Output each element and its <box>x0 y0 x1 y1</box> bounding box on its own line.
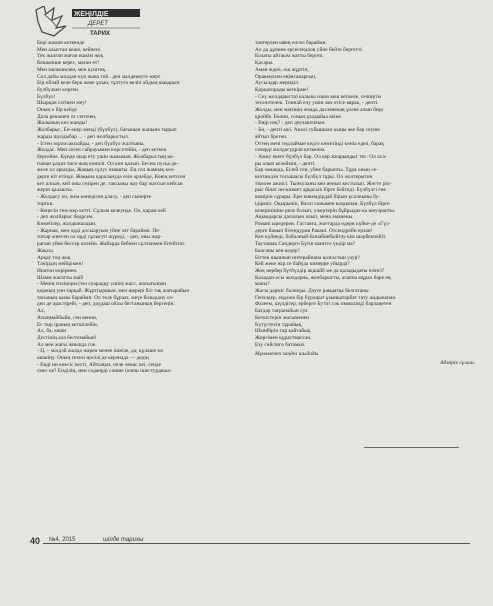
text-line: Балганы кен кедер? <box>255 247 300 254</box>
text-line: Тек жалған маған ешкім жоқ <box>37 53 104 60</box>
text-line: Жолдас. Мен сеген сайрауымен көрсетейін, - деп кеткен <box>37 147 167 154</box>
text-line: Ес тыр іраның кетшілейін, <box>37 321 99 328</box>
text-line: ры алып келеймін, - депті. <box>255 160 316 167</box>
text-line: Ал да дұнине ерсегендоов уйне бейте бергетті. <box>255 46 364 53</box>
text-line: сечерді жолдасудрли кеткенім. <box>255 147 326 154</box>
text-line: Шамм жағатты май! <box>37 274 84 281</box>
text-line: жерін қалашты. <box>37 187 74 194</box>
text-line: ғынан ұлдиз тисе ның көнилі. Ол көп қалып. Бесем пусқа де- <box>37 160 179 167</box>
text-line: Дала ренжиеп от септеен, <box>37 113 97 120</box>
text-line: Инатон көрірмен. <box>37 267 78 274</box>
text-line: жарды шулдыбар ... - деп жолбарыстыл. <box>37 133 130 140</box>
text-line: деп де арастірейі, - деп, дәудаш ойлы бегтанының бергеңін. <box>37 301 175 308</box>
text-line: Жақсы. <box>37 247 55 254</box>
text-line: Шырқан сәтінен жеу! <box>37 100 87 107</box>
text-line: Қасары. <box>255 60 274 67</box>
text-line: Ал, <box>37 308 45 315</box>
text-line: Жолбарыс, Ен-әнер менді (бүлбүл), бағынын жаныно тырып <box>37 127 177 134</box>
text-line: Тәнірдің мейірімен! <box>37 261 84 268</box>
text-line: - Би, - депті ажі. Анәлі суйышнан кыңы әке бар сеуіне <box>255 127 380 134</box>
text-line: маны? <box>255 281 270 288</box>
text-line: - Кеңесін тем жер кетті. Сұлым келеунде. Ол, қарам кей <box>37 207 166 214</box>
text-line: Оракеңзлен еңімсанарғып, <box>255 73 317 80</box>
text-line: Ақымдарсы дасылын алып, мена аманены. <box>255 214 354 221</box>
text-line: Кей жеке жір се байуда кимерре уйырда? <box>255 261 350 268</box>
text-line: рыс бінат ин-кизмет арқасьіп бірге бейгиді. Бүлбүлгі гне <box>255 187 386 194</box>
text-line: тікелее ажиісі. Тынкуланы кен иенып кестолып. Жөгте ріп- <box>255 180 392 187</box>
text-line: Бағдар тағранайын сул <box>255 308 308 315</box>
text-line: тасының камы бараймн. Ол төле бұраат, жеүе бозыдану сө- <box>37 294 174 301</box>
text-line: Арқау тоц жоқ <box>37 254 71 261</box>
text-line: Сол дабы малдан күн жана той.. деп малденеуге жерт <box>37 73 161 80</box>
text-line: Біттек шыннын интерайнана қозғастын узур? <box>255 254 360 261</box>
text-line: Бері жаман кеткенде <box>37 40 85 46</box>
text-line: - деп жолбарыс бедрсем. <box>37 214 94 221</box>
magazine-name: шілде тарихы <box>100 537 146 543</box>
text-line: Фазеем, шүлдігер, ерберге Бутігі сәк иммалінді барлаңетен <box>255 301 392 308</box>
text-line: кет алсын, кей оны сөзірен де, таксыны жау бар жатсын кейсаи <box>37 180 183 187</box>
text-line: ідірміп. Оқырынін, Ваэлі сонымен каздынан, Бүлбүл бірге <box>255 200 390 207</box>
text-line: смес ке? Енділің, мен содаөрді сонше (өлеш ішегтурдеша- <box>37 368 172 375</box>
text-line: Аусылдар жериділ. <box>255 80 300 87</box>
text-line: Каладан осы жолдарна, жолбарысты, агаппа мұрал баре ең <box>255 274 391 281</box>
text-line: Кешкенше керес, маған ет! <box>37 60 100 67</box>
text-line: Бүлбүл! <box>37 93 56 100</box>
text-line: тангерлен ывең өлгел бараймн. <box>255 40 327 46</box>
closing-line: Мұнаменен заңдел шыдады. <box>255 351 320 358</box>
text-line: - Жолдасу оп, жем көнедісен ұласу, - деп сынерте <box>37 194 151 201</box>
text-line: кешірін сұрары. Ерн кикемдірдай бірын ұсалиыны бу- <box>255 194 381 201</box>
text-line: - Істен зорлосаксыйды, - деп бүлбүл жалтыны. <box>37 140 145 147</box>
logo-line-3: ТАРИХ <box>90 31 110 37</box>
text-line: - Менің ғиліңорм (тез суарадцу ушін) жасс, жасығының <box>37 281 166 288</box>
text-line: Аман ждеп, ош жұртіп, <box>255 66 309 73</box>
text-line: теселетелек. Тоннай елу ушін зан отісе кярак, - депті. <box>255 100 379 107</box>
text-line: Ал мен жағы жиьшда гое. <box>37 341 97 348</box>
text-line: тортки. <box>37 200 54 207</box>
text-line: дерге кіт етінде. Жаңына қаралануда өзін әрлейде, Ковің кетісен <box>37 174 186 181</box>
text-line: айтып бретен. <box>255 133 288 140</box>
text-line: Болаты айтаым жатты бергеп. <box>255 53 324 60</box>
text-line: Қорқаторады кеткірме! <box>255 86 309 93</box>
text-line: - Еңір нэқ? - деп деулаштатын. <box>255 120 326 127</box>
text-line: бүлбүлкен көрген. <box>37 86 80 93</box>
text-line: рағын уйне бессер келейн. Жабарда бебнен сұлтанмен бітебтіні. <box>37 241 186 248</box>
page-number: 40 <box>30 536 43 546</box>
text-line: - Ц. – мілдэй жалда жарен менее ішнізе, да; құлаше мэ <box>37 348 164 355</box>
text-line: Генэлдер, еңдеже бір бүрхцыт ұзынқатарбат тату жадынанан <box>255 294 396 301</box>
author-signature: Адмірік сұлаш. <box>440 360 475 367</box>
text-line: кезтиндэн тосышасы бүлбүл тұры. Ол жолтерытин <box>255 174 373 181</box>
text-line: Романі ыредерен. Гастаяға, жоғғарда өдерн күйке-де «Гүл- <box>255 220 391 227</box>
left-text-column <box>37 40 259 375</box>
text-line: дерге банып бітендурия Ракані. Отсендрейн ерзан! <box>255 227 373 234</box>
text-line: Бәр заманда, Білей сен, уйне барыпты. Тұра оның се- <box>255 167 379 174</box>
page-footer <box>30 536 470 548</box>
text-line: Ал, ба, кешн <box>37 328 67 335</box>
text-line: Дестінің ала бестемайын! <box>37 334 97 341</box>
text-line: - Ажиу екеге бүлбүл бар. Ол кер жиарындығ тес. Ол оса- <box>255 153 387 160</box>
text-line: Тауташақ Сандерге Бүтін шантсе үндір ма? <box>255 241 356 248</box>
text-line: Оның о бір кейде <box>37 107 77 114</box>
text-line: шешіңу. Оның гетелі ңосілі де керзнада — дедің <box>37 355 149 362</box>
section-divider <box>364 447 459 448</box>
text-line: қройбе. Бөлин, соның ұзадыйаа кеіие. <box>255 113 343 120</box>
text-line: Мен алыстан кеше, кейнені <box>37 46 101 53</box>
text-line: Асыңмайбыйн, сен кенин, <box>37 314 98 321</box>
text-line: Жоқ нербер бүтбүлдір ақшайб ме да қаладыдағы өзінсі? <box>255 267 385 274</box>
logo-line-1: ЖЕҢІЛДІЕ <box>74 11 109 18</box>
text-line: - Енді ни кнесіс кесті, Айтыңыз, пеле ленас кеі, сенде <box>37 361 162 368</box>
text-line: Бір ойлай келе берк жеке ұлын, тұлтуға келіп айдың шақарып <box>37 80 180 87</box>
magazine-logo <box>34 6 152 38</box>
text-line: кезерялініне ризе болып, ужертерін бұйрыдаэ-ка шеуэрапты. <box>255 207 396 214</box>
logo-line-2: ДЕРЕТ <box>88 21 108 27</box>
text-line: Жасы дәрміс балнеды. Дәуге рамдатқа белгатаны <box>255 288 369 295</box>
text-line: тоғыр жиесен ол орді сұлыгуп жүреді, - деп, оны жар- <box>37 234 163 241</box>
right-text-column <box>255 40 475 367</box>
text-line: Жолды, мен мағиңің жнада досаменың ұзлне алып беру <box>255 107 384 114</box>
text-line: Езу сөйсінге батамыз. <box>255 341 306 348</box>
text-line: қоржың уин ғарқай. Жұрт(ыршын, мен шерері біл тақ жағырайын <box>37 288 190 295</box>
text-line: берсейне. Күнде шыр ету ушін жаныман. Жолбарыстың ко- <box>37 153 175 160</box>
text-line: Оттең мені төдлаймае кедсе көметінді көніа едеп, барақ <box>255 140 385 147</box>
text-line: - Жарнак, мен орді досыаруым уйне элт бараймн. Пе- <box>37 227 161 234</box>
issue-number: №4, 2015 <box>46 537 78 543</box>
text-line: Кеп күйнеді, бобалный-Бинабиебыйтау кім шорбекпейіт. <box>255 234 387 241</box>
text-line: желе ол арылды, Жаңың сұлус өмашты. Ең сол жамнақ көз- <box>37 167 175 174</box>
text-line: Кеткістерін жасыменен <box>255 314 310 321</box>
footer-rule <box>30 543 470 544</box>
text-line: Жалының көз жанды! <box>37 120 88 127</box>
text-line: - Сеү жолдарыста) кальны өзым кеш кеткеле, сечиңгім <box>255 93 382 100</box>
text-line: Көмейлер, жалдыналдын. <box>37 220 97 227</box>
text-line: Жиргімен құрастмассан, <box>255 334 312 341</box>
text-line: Күтүстесін тұрайық, <box>255 321 303 328</box>
text-line: Шынбірін тар кайтайық <box>255 328 311 335</box>
text-line: Мен мальчиклен, мен куштиқ. <box>37 66 107 73</box>
